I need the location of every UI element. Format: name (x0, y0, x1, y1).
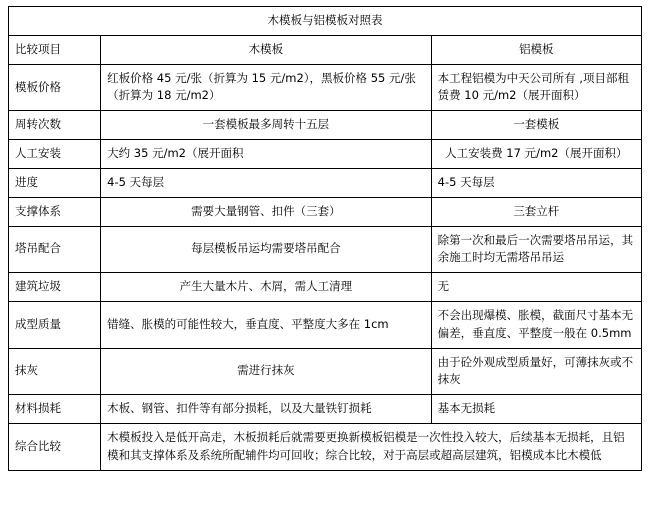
cell-wood: 红板价格 45 元/张（折算为 15 元/m2），黑板价格 55 元/张（折算为 18 元/m2） (101, 64, 432, 111)
cell-wood: 错缝、胀模的可能性较大，垂直度、平整度大多在 1cm (101, 301, 432, 348)
cell-item: 塔吊配合 (9, 226, 101, 273)
table-row (9, 140, 642, 169)
cell-aluminum: 除第一次和最后一次需要塔吊吊运，其余施工时均无需塔吊吊运 (431, 226, 641, 273)
cell-aluminum: 本工程铝模为中天公司所有 ,项目部租赁费 10 元/m2（展开面积） (431, 64, 641, 111)
cell-wood: 大约 35 元/m2（展开面积 (101, 140, 432, 169)
cell-aluminum: 无 (431, 273, 641, 302)
cell-wood: 需进行抹灰 (101, 348, 432, 395)
cell-aluminum: 基本无损耗 (431, 395, 641, 424)
cell-aluminum: 一套模板 (431, 111, 641, 140)
cell-wood: 需要大量钢管、扣件（三套） (101, 197, 432, 226)
table-row (9, 197, 642, 226)
table-title: 木模板与铝模板对照表 (9, 7, 642, 36)
cell-aluminum: 三套立杆 (431, 197, 641, 226)
table-row (9, 64, 642, 111)
cell-wood: 木模板投入是低开高走，木板损耗后就需要更换新模板铝模是一次性投入较大，后续基本无损耗，且铝模和其支撑体系及系统所配辅件均可回收；综合比较，对于高层或超高层建筑，铝模成本比木模低 (101, 424, 642, 471)
table-row (9, 395, 642, 424)
table-row (9, 348, 642, 395)
cell-item: 抹灰 (9, 348, 101, 395)
table-row (9, 424, 642, 471)
table-header-row (9, 35, 642, 64)
table-row (9, 273, 642, 302)
cell-aluminum: 不会出现爆模、胀模，截面尺寸基本无偏差，垂直度、平整度一般在 0.5mm (431, 301, 641, 348)
cell-item: 材料损耗 (9, 395, 101, 424)
header-cell-aluminum: 铝模板 (431, 35, 641, 64)
cell-wood: 4-5 天每层 (101, 168, 432, 197)
cell-item: 建筑垃圾 (9, 273, 101, 302)
cell-wood: 产生大量木片、木屑，需人工清理 (101, 273, 432, 302)
cell-item: 成型质量 (9, 301, 101, 348)
table-title-row (9, 7, 642, 36)
table-row (9, 226, 642, 273)
cell-wood: 木板、钢管、扣件等有部分损耗，以及大量铁钉损耗 (101, 395, 432, 424)
cell-item: 周转次数 (9, 111, 101, 140)
header-cell-item: 比较项目 (9, 35, 101, 64)
table-row (9, 168, 642, 197)
cell-item: 模板价格 (9, 64, 101, 111)
cell-item: 支撑体系 (9, 197, 101, 226)
cell-item: 进度 (9, 168, 101, 197)
cell-aluminum: 由于砼外观成型质量好，可薄抹灰或不抹灰 (431, 348, 641, 395)
cell-wood: 每层模板吊运均需要塔吊配合 (101, 226, 432, 273)
header-cell-wood: 木模板 (101, 35, 432, 64)
cell-aluminum: 4-5 天每层 (431, 168, 641, 197)
comparison-table (8, 6, 642, 471)
table-row (9, 301, 642, 348)
table-body (9, 7, 642, 471)
cell-item: 人工安装 (9, 140, 101, 169)
cell-aluminum: 人工安装费 17 元/m2（展开面积） (431, 140, 641, 169)
table-row (9, 111, 642, 140)
cell-item: 综合比较 (9, 424, 101, 471)
cell-wood: 一套模板最多周转十五层 (101, 111, 432, 140)
